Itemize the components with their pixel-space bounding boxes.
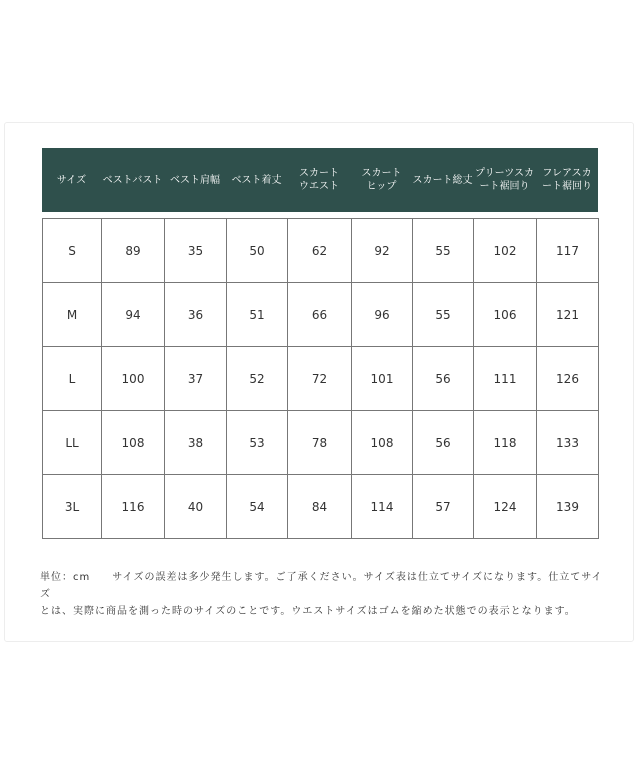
table-row-s [43,219,599,283]
cell-value: 118 [474,411,537,475]
size-table-body [42,218,599,539]
cell-value: 35 [165,219,227,283]
cell-value: 117 [537,219,599,283]
size-table-header-row [42,148,598,212]
cell-value: 108 [102,411,165,475]
unit-note-line-1: 単位：cm サイズの誤差は多少発生します。ご了承ください。サイズ表は仕立てサイズになります。仕立てサイズ [40,572,603,600]
cell-value: 100 [102,347,165,411]
cell-value: 106 [474,283,537,347]
cell-value: 62 [288,219,352,283]
cell-value: 36 [165,283,227,347]
cell-value: 139 [537,475,599,539]
cell-size: LL [43,411,102,475]
cell-value: 53 [227,411,288,475]
cell-value: 108 [352,411,413,475]
cell-value: 124 [474,475,537,539]
cell-value: 78 [288,411,352,475]
column-header-skirt-hip: スカート ヒップ [361,168,402,192]
cell-value: 89 [102,219,165,283]
column-header-skirt-total-length: スカート総丈 [412,174,473,186]
cell-value: 54 [227,475,288,539]
cell-value: 38 [165,411,227,475]
cell-size: S [43,219,102,283]
cell-value: 56 [413,411,474,475]
cell-value: 84 [288,475,352,539]
cell-value: 72 [288,347,352,411]
table-row-3l [43,475,599,539]
column-header-flare-skirt-hem: フレアスカ ート裾回り [542,168,592,192]
column-header-pleated-skirt-hem: プリーツスカ ート裾回り [475,168,534,192]
cell-value: 111 [474,347,537,411]
column-header-vest-bust: ベストバスト [102,174,163,186]
cell-value: 94 [102,283,165,347]
cell-value: 37 [165,347,227,411]
cell-value: 92 [352,219,413,283]
table-row-ll [43,411,599,475]
size-table [42,148,598,539]
cell-value: 66 [288,283,352,347]
cell-value: 116 [102,475,165,539]
cell-value: 57 [413,475,474,539]
column-header-vest-length: ベスト着丈 [231,174,282,186]
cell-value: 52 [227,347,288,411]
cell-value: 102 [474,219,537,283]
cell-value: 114 [352,475,413,539]
table-row-m [43,283,599,347]
cell-value: 50 [227,219,288,283]
table-row-l [43,347,599,411]
cell-value: 96 [352,283,413,347]
cell-size: L [43,347,102,411]
cell-value: 121 [537,283,599,347]
column-header-size: サイズ [56,174,87,186]
cell-value: 126 [537,347,599,411]
cell-value: 55 [413,219,474,283]
cell-value: 55 [413,283,474,347]
cell-value: 51 [227,283,288,347]
unit-note [40,569,612,620]
column-header-vest-shoulder: ベスト肩幅 [170,174,220,186]
cell-value: 40 [165,475,227,539]
cell-value: 133 [537,411,599,475]
unit-note-line-2: とは、実際に商品を測った時のサイズのことです。ウエストサイズはゴムを縮めた状態での表示となります。 [40,606,576,617]
column-header-skirt-waist: スカート ウエスト [299,168,339,192]
cell-size: 3L [43,475,102,539]
cell-value: 56 [413,347,474,411]
cell-value: 101 [352,347,413,411]
cell-size: M [43,283,102,347]
